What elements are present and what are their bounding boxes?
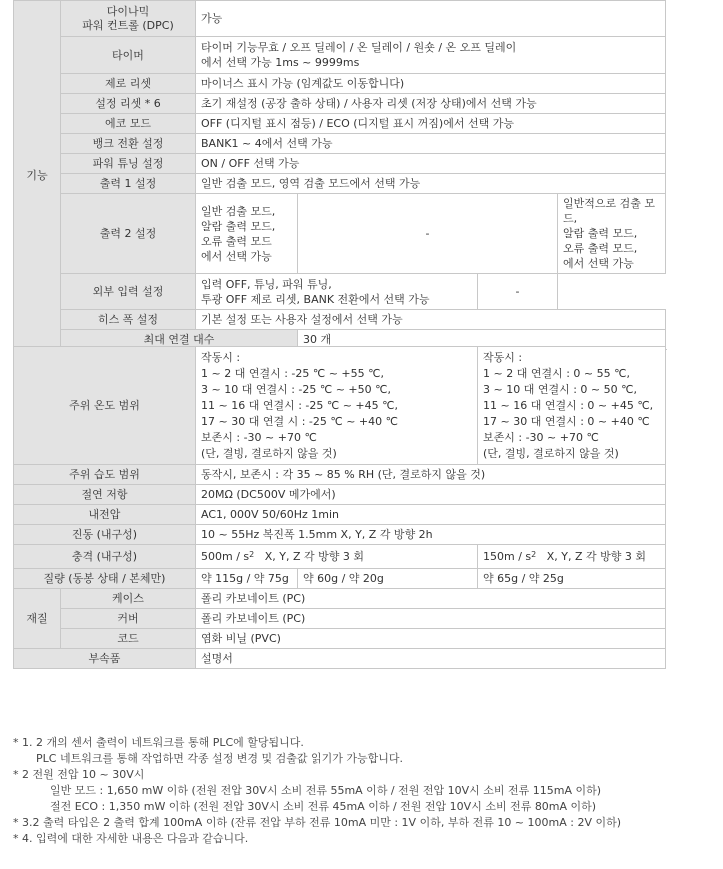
ext-input-col2: - bbox=[478, 274, 558, 310]
output1-value: 일반 검출 모드, 영역 검출 모드에서 선택 가능 bbox=[196, 174, 666, 194]
dpc-label: 다이나믹 파워 컨트롤 (DPC) bbox=[61, 1, 196, 37]
spec-table-lower bbox=[13, 346, 666, 669]
vibration-value: 10 ~ 55Hz 복진폭 1.5mm X, Y, Z 각 방향 2h bbox=[196, 525, 666, 545]
eco-mode-label: 에코 모드 bbox=[61, 114, 196, 134]
temp-label: 주위 온도 범위 bbox=[14, 347, 196, 465]
eco-mode-value: OFF (디지털 표시 점등) / ECO (디지털 표시 꺼짐)에서 선택 가능 bbox=[196, 114, 666, 134]
mass-col3: 약 65g / 약 25g bbox=[478, 569, 666, 589]
output2-label: 출력 2 설정 bbox=[61, 194, 196, 274]
humidity-value: 동작시, 보존시 : 각 35 ~ 85 % RH (단, 결로하지 않을 것) bbox=[196, 465, 666, 485]
shock-col1-value: 500m / s bbox=[201, 550, 250, 563]
cover-label: 커버 bbox=[61, 609, 196, 629]
output2-col1: 일반 검출 모드, 알람 출력 모드, 오류 출력 모드 에서 선택 가능 bbox=[196, 194, 298, 274]
max-conn-value: 30 개 bbox=[298, 330, 666, 350]
note-4: * 4. 입력에 대한 자세한 내용은 다음과 같습니다. bbox=[13, 832, 249, 845]
max-conn-label: 최대 연결 대수 bbox=[61, 330, 298, 350]
timer-label: 타이머 bbox=[61, 37, 196, 74]
bank-label: 뱅크 전환 설정 bbox=[61, 134, 196, 154]
power-tuning-label: 파워 튜닝 설정 bbox=[61, 154, 196, 174]
timer-value: 타이머 기능무효 / 오프 딜레이 / 온 딜레이 / 원숏 / 온 오프 딜레이 에서 선택 가능 1ms ~ 9999ms bbox=[196, 37, 666, 74]
temp-col2: 작동시 : 1 ~ 2 대 연결시 : 0 ~ 55 ℃, 3 ~ 10 대 연결시 : 0 ~ 50 ℃, 11 ~ 16 대 연결시 : 0 ~ +45 ℃, 17 ~ 30 대 연결시 : 0 ~ +40 ℃ 보존시 : -30 ~ +70 ℃ (단, 결빙, 결로하지 않을 것) bbox=[478, 347, 666, 465]
note-1b: PLC 네트워크를 통해 작업하면 각종 설정 변경 및 검출값 읽기가 가능합니다. bbox=[36, 752, 404, 765]
cover-value: 폴리 카보네이트 (PC) bbox=[196, 609, 666, 629]
group-material: 재질 bbox=[14, 589, 61, 649]
accessory-value: 설명서 bbox=[196, 649, 666, 669]
hys-value: 기본 설정 또는 사용자 설정에서 선택 가능 bbox=[196, 310, 666, 330]
case-label: 케이스 bbox=[61, 589, 196, 609]
bank-value: BANK1 ~ 4에서 선택 가능 bbox=[196, 134, 666, 154]
note-2c: 절전 ECO : 1,350 mW 이하 (전원 전압 30V시 소비 전류 45mA 이하 / 전원 전압 10V시 소비 전류 80mA 이하) bbox=[50, 800, 597, 813]
note-3: * 3.2 출력 타입은 2 출력 합계 100mA 이하 (잔류 전압 부하 전류 10mA 미만 : 1V 이하, 부하 전류 10 ~ 100mA : 2V 이하) bbox=[13, 816, 622, 829]
shock-col1-dir: X, Y, Z 각 방향 3 회 bbox=[264, 550, 365, 563]
zero-reset-value: 마이너스 표시 가능 (임계값도 이동합니다) bbox=[196, 74, 666, 94]
note-2a: * 2 전원 전압 10 ~ 30V시 bbox=[13, 768, 145, 781]
ext-input-label: 외부 입력 설정 bbox=[61, 274, 196, 310]
mass-col2: 약 60g / 약 20g bbox=[298, 569, 478, 589]
withstand-value: AC1, 000V 50/60Hz 1min bbox=[196, 505, 666, 525]
shock-col2-dir: X, Y, Z 각 방향 3 회 bbox=[546, 550, 647, 563]
note-2b: 일반 모드 : 1,650 mW 이하 (전원 전압 30V시 소비 전류 55mA 이하 / 전원 전압 10V시 소비 전류 115mA 이하) bbox=[50, 784, 602, 797]
cord-label: 코드 bbox=[61, 629, 196, 649]
shock-col1 bbox=[196, 545, 478, 569]
withstand-label: 내전압 bbox=[14, 505, 196, 525]
vibration-label: 진동 (내구성) bbox=[14, 525, 196, 545]
shock-col2-value: 150m / s bbox=[483, 550, 532, 563]
footnotes bbox=[13, 735, 713, 847]
accessory-label: 부속품 bbox=[14, 649, 196, 669]
note-1a: * 1. 2 개의 센서 출력이 네트워크를 통해 PLC에 할당됩니다. bbox=[13, 736, 304, 749]
case-value: 폴리 카보네이트 (PC) bbox=[196, 589, 666, 609]
shock-label: 충격 (내구성) bbox=[14, 545, 196, 569]
spec-table bbox=[13, 0, 666, 350]
dpc-value: 가능 bbox=[196, 1, 666, 37]
shock-col2-sup: 2 bbox=[531, 550, 537, 559]
mass-label: 질량 (동봉 상태 / 본체만) bbox=[14, 569, 196, 589]
shock-col2 bbox=[478, 545, 666, 569]
temp-col1: 작동시 : 1 ~ 2 대 연결시 : -25 ℃ ~ +55 ℃, 3 ~ 10 대 연결시 : -25 ℃ ~ +50 ℃, 11 ~ 16 대 연결시 : -25 ℃ ~ +45 ℃, 17 ~ 30 대 연결 시 : -25 ℃ ~ +40 ℃ 보존시 : -30 ~ +70 ℃ (단, 결빙, 결로하지 않을 것) bbox=[196, 347, 478, 465]
hys-label: 히스 폭 설정 bbox=[61, 310, 196, 330]
output2-col3: 일반적으로 검출 모드, 알람 출력 모드, 오류 출력 모드, 에서 선택 가능 bbox=[558, 194, 666, 274]
power-tuning-value: ON / OFF 선택 가능 bbox=[196, 154, 666, 174]
zero-reset-label: 제로 리셋 bbox=[61, 74, 196, 94]
mass-col1: 약 115g / 약 75g bbox=[196, 569, 298, 589]
cord-value: 염화 비닐 (PVC) bbox=[196, 629, 666, 649]
output1-label: 출력 1 설정 bbox=[61, 174, 196, 194]
insulation-label: 절연 저항 bbox=[14, 485, 196, 505]
setting-reset-label: 설정 리셋 * 6 bbox=[61, 94, 196, 114]
shock-col1-sup: 2 bbox=[249, 550, 255, 559]
humidity-label: 주위 습도 범위 bbox=[14, 465, 196, 485]
setting-reset-value: 초기 재설정 (공장 출하 상태) / 사용자 리셋 (저장 상태)에서 선택 가능 bbox=[196, 94, 666, 114]
ext-input-col1: 입력 OFF, 튜닝, 파워 튜닝, 투광 OFF 제로 리셋, BANK 전환에서 선택 가능 bbox=[196, 274, 478, 310]
insulation-value: 20MΩ (DC500V 메가에서) bbox=[196, 485, 666, 505]
group-function: 기능 bbox=[14, 1, 61, 350]
output2-col2: - bbox=[298, 194, 558, 274]
